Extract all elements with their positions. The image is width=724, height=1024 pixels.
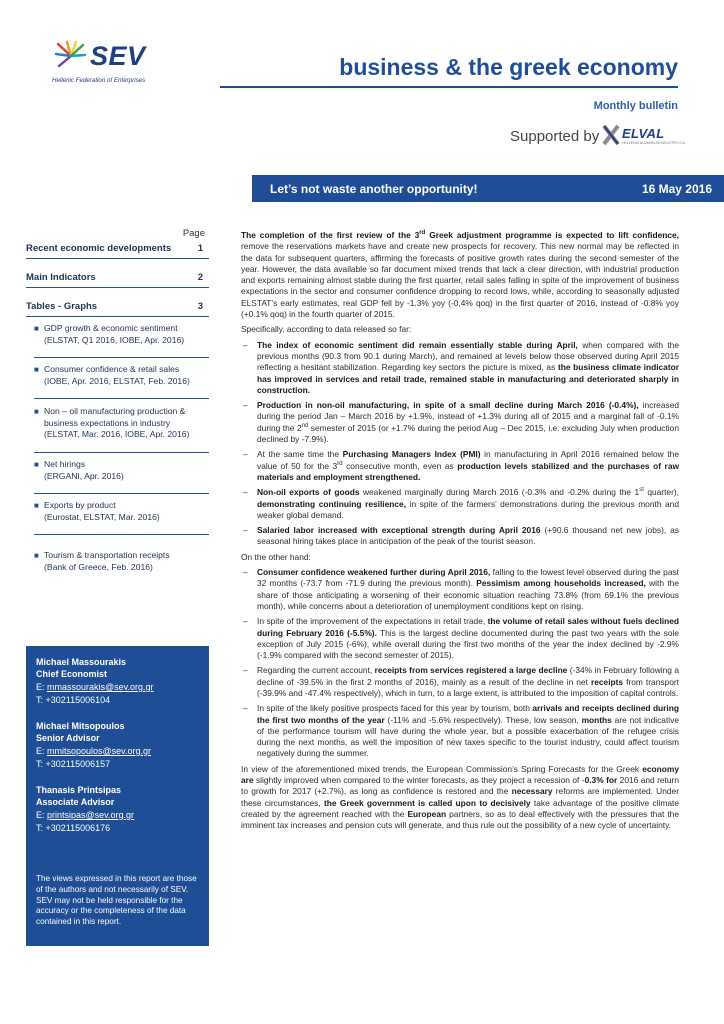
item-text: In spite of the improvement of the expectations in retail trade, <box>257 616 488 627</box>
toc-divider <box>34 398 209 399</box>
headline: Let’s not waste another opportunity! <box>270 182 478 196</box>
toc-item-text <box>44 459 212 482</box>
toc-section-label: Main Indicators <box>26 272 96 283</box>
concl-bold: economy are <box>241 763 679 786</box>
sponsor-subtitle: HELLENIC ALUMINIUM INDUSTRY S.A. <box>622 141 686 145</box>
list-item <box>241 567 679 612</box>
item-text-cont2: from transport (-39.9% and -47.4% respectively), which in turn, to a large extent, is attributed to the imposition of capital controls. <box>257 676 679 698</box>
item-text: weakened marginally during March 2016 (-0.3% and -0.2% during the 1 <box>359 487 640 498</box>
toc-section[interactable] <box>26 270 209 288</box>
concl-text: In view of the aforementioned mixed trends, the European Commission’s Spring Forecasts for the Greek <box>241 763 643 774</box>
intro-sup: rd <box>419 230 426 237</box>
toc-item[interactable] <box>34 459 209 499</box>
item-emphasis: months <box>581 714 612 725</box>
concl-text: reforms are implemented. Under these circumstances, <box>241 786 679 808</box>
toc-item-text <box>44 500 212 523</box>
logo-subtitle: Hellenic Federation of Enterprises <box>52 77 146 84</box>
other-hand-line: On the other hand: <box>241 551 311 562</box>
conclusion-paragraph <box>241 764 679 832</box>
item-text: In spite of the likely positive prospects faced for this year by tourism, both <box>257 703 533 714</box>
toc-divider <box>26 316 209 317</box>
concl-text: slightly improved when compared to the winter forecasts, as they project a recession of - <box>253 775 585 786</box>
intro-paragraph <box>241 230 679 320</box>
toc-item[interactable] <box>34 364 209 404</box>
intro-lead: The completion of the first review of the 3 <box>241 230 420 240</box>
item-text-cont: semester of 2015 (or +1.7% during the period Aug – Dec 2015, i.e. excluding July when production declined by -7.9%). <box>257 422 679 445</box>
item-text: At the same time the <box>257 449 343 460</box>
bullet-icon: ■ <box>34 551 39 560</box>
toc-item-title: GDP growth & economic sentiment <box>44 323 178 333</box>
supported-by-label: Supported by <box>510 128 600 145</box>
item-lead: receipts from services registered a large decline <box>374 665 568 676</box>
list-item <box>241 400 679 445</box>
contact-role: Senior Advisor <box>36 733 100 743</box>
item-text-cont: quarter), <box>643 487 679 498</box>
headline-banner <box>252 175 724 202</box>
item-text: (+90.6 thousand net new jobs), as seasonal hiring takes place in anticipation of the peak of the tourist season. <box>257 525 679 547</box>
issue-date: 16 May 2016 <box>641 182 712 196</box>
toc-section-page: 1 <box>197 243 203 254</box>
item-text: Regarding the current account, <box>257 665 375 676</box>
item-lead: the volume of retail sales without fuels declined during February 2016 (-5.5%). <box>257 616 679 638</box>
title-divider <box>220 86 678 88</box>
email-prefix: E: <box>36 810 48 820</box>
contact-phone: T: +302115006157 <box>36 759 111 769</box>
toc-section-label: Tables - Graphs <box>26 301 98 312</box>
toc-divider <box>34 357 209 358</box>
toc-section-page: 3 <box>197 301 203 312</box>
concl-bold: the Greek government is called upon to decisively <box>323 797 531 808</box>
toc-item-source: (Bank of Greece, Feb. 2016) <box>44 561 153 572</box>
toc-item-title: Net hirings <box>44 459 86 469</box>
item-text-cont: with the share of those anticipating a worsening of their economic situation reaching 73.8% (from 69.1% the previous month), while concerns about a deterioration of unemployment conditions kept on rising. <box>257 578 679 611</box>
item-text: falling to the lowest level observed during the past 32 months (-73.7 from -71.9 during the previous month). <box>257 567 679 589</box>
concl-text: partners, so as to deal effectively with the pressures that the imminent tax increases and pension cuts will generate, and thus rule out the possibility of a new cycle of uncertainty. <box>241 808 679 831</box>
bullet-icon: ■ <box>34 324 39 333</box>
bullet-icon: ■ <box>34 407 39 416</box>
item-emphasis: the business climate indicator has improved in services and retail trade, remained stable in manufacturing and deteriorated sharply in construction. <box>257 362 679 395</box>
concl-bold: European <box>407 808 447 819</box>
toc-divider <box>34 452 209 453</box>
list-item <box>241 665 679 699</box>
elval-logo <box>602 120 686 148</box>
contact-email-row <box>36 681 154 693</box>
toc-divider <box>34 534 209 535</box>
contact-role: Associate Advisor <box>36 797 115 807</box>
contact-email-link[interactable]: mmassourakis@sev.org.gr <box>47 682 154 692</box>
item-text-cont2: are not indicative of the performance tourism will have during the whole year, but a possible exacerbation of the refugee crisis during the next months, as well the imposition of new taxes specific to the tourist industry, could affect tourism negatively during the summer. <box>257 714 679 759</box>
item-sup: nd <box>301 422 309 429</box>
contact-name: Michael Massourakis <box>36 657 127 667</box>
toc-page-header: Page <box>182 228 205 239</box>
bullet-icon: ■ <box>34 365 39 374</box>
item-text-cont2: in spite of the farmers’ demonstrations during the previous month and weaker global demand. <box>257 498 679 520</box>
item-emphasis: receipts <box>590 676 624 687</box>
item-lead: Purchasing Managers Index (PMI) <box>342 449 481 460</box>
toc-section[interactable] <box>26 299 209 317</box>
contact-email-link[interactable]: mmitsopoulos@sev.org.gr <box>47 746 152 756</box>
toc-item-source: (ELSTAT, Q1 2016, IOBE, Apr. 2016) <box>44 334 185 345</box>
toc-item-title: Tourism & transportation receipts <box>44 550 170 560</box>
list-item <box>241 525 679 548</box>
contact-name: Michael Mitsopoulos <box>36 721 125 731</box>
elval-logo-icon <box>602 124 620 146</box>
email-prefix: E: <box>36 682 48 692</box>
item-emphasis: production levels stabilized and the purchases of raw materials and employment strengthened. <box>257 460 679 482</box>
toc-item[interactable] <box>34 323 209 363</box>
toc-item[interactable] <box>34 500 209 540</box>
article-body <box>241 230 679 836</box>
item-lead: Consumer confidence weakened further during April 2016, <box>257 567 491 578</box>
negative-list <box>241 567 679 760</box>
toc-item-text <box>44 550 212 573</box>
concl-bold: necessary <box>511 786 553 797</box>
list-item <box>241 340 679 396</box>
item-sup: st <box>639 487 644 494</box>
list-item <box>241 616 679 661</box>
contact-email-link[interactable]: printsipas@sev.org.gr <box>47 810 135 820</box>
toc-item[interactable] <box>34 406 209 458</box>
list-item <box>241 449 679 483</box>
toc-item-source: (ELSTAT, Mar. 2016, IOBE, Apr. 2016) <box>44 429 190 439</box>
item-text: when compared with the previous months (90.3 from 90.1 during March), and remained at levels below those observed during April 2015 reflecting a hesitant stabilization. Regarding key sectors the picture is mixed, as <box>257 339 679 373</box>
toc-item-title: Non – oil manufacturing production & <box>44 406 186 416</box>
bullet-icon: ■ <box>34 501 39 510</box>
intro-lead-cont: Greek adjustment programme is expected to lift confidence, <box>425 230 679 240</box>
toc-item-title: Consumer confidence & retail sales <box>44 364 180 374</box>
logo-wordmark: SEV <box>90 41 146 71</box>
page-title: business & the greek economy <box>339 54 678 80</box>
list-item <box>241 703 679 759</box>
sev-logo-icon <box>52 40 90 72</box>
toc-item-source: (IOBE, Apr. 2016, ELSTAT, Feb. 2016) <box>44 375 190 386</box>
item-text-cont: (-11% and -5.6% respectively). These, low season, <box>384 714 582 725</box>
sponsor-name: ELVAL <box>622 126 665 141</box>
toc-item-title-cont: business expectations in industry <box>44 417 171 428</box>
intro-text: remove the reservations markets have and create new prospects for recovery. This new normal may be reflected in the data for subsequent quarters, affirming the forecasts of positive growth rates during the second semester of the year. However, the data available so far document mixed trends that lack a clear direction, with industrial production and exports remaining almost stable during the first quarter, retail sales falling in spite of the improvement of business expectations in the sector and consumer confidence dropping to record lows, while, according to seasonally adjusted ELSTAT’s early estimates, real GDP fell by -1.3% yoy (-0,4% qoq) in the first quarter of 2016, instead of -0.8% yoy (+0.1% qoq) in the fourth quarter of 2015. <box>241 241 679 320</box>
contact-phone: T: +302115006176 <box>36 823 111 833</box>
toc-item-text <box>44 406 212 441</box>
email-prefix: E: <box>36 746 48 756</box>
item-lead: Production in non-oil manufacturing, in spite of a small decline during March 2016 (-0.4%), <box>257 400 639 411</box>
item-text-cont: This is the largest decline documented during the past two years with the sole exception of July 2015 (-6%), while overall during the first two months of the year the index declined by -2.9% (-1.9% compared with the second semester of 2015). <box>257 627 679 661</box>
contact-email-row <box>36 809 134 821</box>
item-emphasis: Pessimism among households increased, <box>476 578 646 589</box>
toc-section-label: Recent economic developments <box>26 243 172 254</box>
toc-item-source: (Eurostat, ELSTAT, Mar. 2016) <box>44 511 160 522</box>
item-text-cont: in manufacturing in April 2016 remained below the value of 50 for the 3 <box>257 449 679 471</box>
contact-phone: T: +302115006104 <box>36 695 111 705</box>
toc-item-text <box>44 323 212 346</box>
positive-list <box>241 340 679 548</box>
toc-item-text <box>44 364 212 387</box>
toc-item[interactable] <box>34 550 209 590</box>
bulletin-subtitle: Monthly bulletin <box>593 100 678 112</box>
concl-bold: 0.3% for <box>584 775 618 786</box>
toc-section-page: 2 <box>197 272 203 283</box>
specifically-line: Specifically, according to data released so far: <box>241 324 412 335</box>
contact-name: Thanasis Printsipas <box>36 785 122 795</box>
item-lead: arrivals and receipts declined during the first two months of the year <box>257 703 679 725</box>
toc-divider <box>26 258 209 259</box>
toc-section[interactable] <box>26 241 209 259</box>
item-sup: rd <box>337 460 343 467</box>
bullet-icon: ■ <box>34 460 39 469</box>
toc-divider <box>34 493 209 494</box>
contact-role: Chief Economist <box>36 669 108 679</box>
item-text-cont2: consecutive month, even as <box>342 460 458 471</box>
list-item <box>241 487 679 521</box>
item-text-cont: (-34% in February following a decline of -39.5% in the first 2 months of 2016), mainly as a result of the decline in net <box>257 665 679 687</box>
item-lead: The index of economic sentiment did remain essentially stable during April, <box>257 339 578 350</box>
sev-logo <box>52 40 187 90</box>
contact-email-row <box>36 745 151 757</box>
toc-divider <box>26 287 209 288</box>
concl-text: 2016 and return to growth for 2017 (+2.7%), as long as confidence is restored and the <box>241 775 679 797</box>
toc-item-source: (ERGANI, Apr. 2016) <box>44 470 124 481</box>
item-lead: Salaried labor increased with exceptional strength during April 2016 <box>257 525 541 536</box>
item-lead: Non-oil exports of goods <box>257 487 360 498</box>
contact-box <box>26 646 209 946</box>
item-emphasis: demonstrating continuing resilience, <box>257 498 407 509</box>
concl-text: take advantage of the positive climate created by the agreement reached with the <box>241 797 679 819</box>
disclaimer: The views expressed in this report are those of the authors and not necessarily of SEV. SEV may not be held responsible for the accuracy or the completeness of the data contained in this report. <box>36 874 197 927</box>
item-text: increased during the period Jan – March 2016 by +1.9%, instead of +1.3% during all of 2015 and a marginal fall of -0.1% during the 2 <box>257 400 680 433</box>
toc-item-title: Exports by product <box>44 500 116 510</box>
